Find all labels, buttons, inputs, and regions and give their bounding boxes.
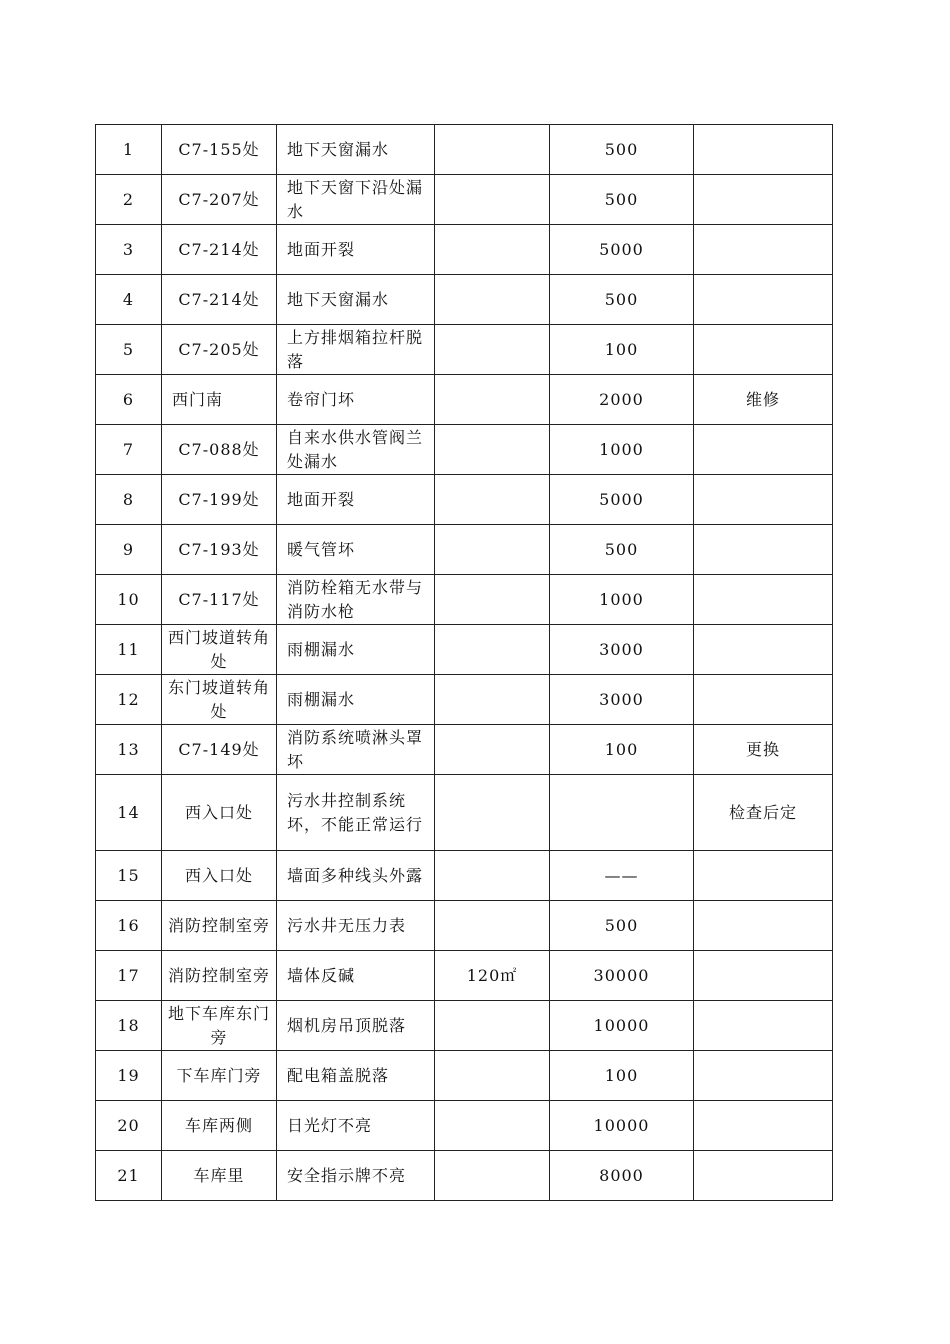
- issue-cell: 日光灯不亮: [277, 1101, 435, 1151]
- table-row: [96, 775, 833, 851]
- row-number-cell: 19: [96, 1051, 162, 1101]
- issue-cell: 地面开裂: [277, 475, 435, 525]
- cost-cell: 10000: [550, 1001, 694, 1051]
- location-cell: 西门南: [162, 375, 277, 425]
- location-cell: C7-155处: [162, 125, 277, 175]
- area-cell: [435, 1051, 550, 1101]
- location-cell: 西门坡道转角处: [162, 625, 277, 675]
- location-cell: C7-214处: [162, 225, 277, 275]
- inspection-table: [95, 124, 833, 1201]
- issue-cell: 安全指示牌不亮: [277, 1151, 435, 1201]
- cost-cell: 2000: [550, 375, 694, 425]
- note-cell: [694, 425, 833, 475]
- area-cell: [435, 725, 550, 775]
- area-cell: [435, 1151, 550, 1201]
- issue-cell: 地下天窗下沿处漏水: [277, 175, 435, 225]
- note-cell: [694, 275, 833, 325]
- area-cell: [435, 225, 550, 275]
- issue-cell: 烟机房吊顶脱落: [277, 1001, 435, 1051]
- note-cell: [694, 1151, 833, 1201]
- issue-cell: 上方排烟箱拉杆脱落: [277, 325, 435, 375]
- area-cell: [435, 125, 550, 175]
- table-row: [96, 675, 833, 725]
- cost-cell: 1000: [550, 575, 694, 625]
- issue-cell: 地面开裂: [277, 225, 435, 275]
- cost-cell: 1000: [550, 425, 694, 475]
- cost-cell: 3000: [550, 675, 694, 725]
- issue-cell: 消防栓箱无水带与消防水枪: [277, 575, 435, 625]
- cost-cell: 30000: [550, 951, 694, 1001]
- location-cell: 地下车库东门旁: [162, 1001, 277, 1051]
- cost-cell: 100: [550, 325, 694, 375]
- issue-cell: 卷帘门坏: [277, 375, 435, 425]
- row-number-cell: 1: [96, 125, 162, 175]
- row-number-cell: 18: [96, 1001, 162, 1051]
- area-cell: [435, 325, 550, 375]
- cost-cell: 8000: [550, 1151, 694, 1201]
- issue-cell: 暖气管坏: [277, 525, 435, 575]
- note-cell: 更换: [694, 725, 833, 775]
- table-row: [96, 175, 833, 225]
- row-number-cell: 20: [96, 1101, 162, 1151]
- location-cell: 消防控制室旁: [162, 951, 277, 1001]
- row-number-cell: 16: [96, 901, 162, 951]
- area-cell: [435, 851, 550, 901]
- table-body: [96, 125, 833, 1201]
- row-number-cell: 5: [96, 325, 162, 375]
- cost-cell: 5000: [550, 225, 694, 275]
- location-cell: 东门坡道转角处: [162, 675, 277, 725]
- row-number-cell: 13: [96, 725, 162, 775]
- row-number-cell: 8: [96, 475, 162, 525]
- table-row: [96, 425, 833, 475]
- table-row: [96, 225, 833, 275]
- note-cell: [694, 475, 833, 525]
- area-cell: [435, 525, 550, 575]
- area-cell: 120㎡: [435, 951, 550, 1001]
- location-cell: 下车库门旁: [162, 1051, 277, 1101]
- row-number-cell: 12: [96, 675, 162, 725]
- note-cell: [694, 525, 833, 575]
- note-cell: [694, 175, 833, 225]
- issue-cell: 自来水供水管阀兰处漏水: [277, 425, 435, 475]
- issue-cell: 地下天窗漏水: [277, 125, 435, 175]
- table-row: [96, 1151, 833, 1201]
- note-cell: 维修: [694, 375, 833, 425]
- table-row: [96, 1001, 833, 1051]
- row-number-cell: 10: [96, 575, 162, 625]
- table-row: [96, 625, 833, 675]
- location-cell: 西入口处: [162, 851, 277, 901]
- cost-cell: 100: [550, 1051, 694, 1101]
- row-number-cell: 17: [96, 951, 162, 1001]
- area-cell: [435, 1001, 550, 1051]
- row-number-cell: 4: [96, 275, 162, 325]
- note-cell: [694, 1001, 833, 1051]
- cost-cell: 3000: [550, 625, 694, 675]
- cost-cell: 500: [550, 525, 694, 575]
- area-cell: [435, 175, 550, 225]
- area-cell: [435, 901, 550, 951]
- row-number-cell: 14: [96, 775, 162, 851]
- table-row: [96, 951, 833, 1001]
- table-row: [96, 575, 833, 625]
- location-cell: C7-214处: [162, 275, 277, 325]
- row-number-cell: 15: [96, 851, 162, 901]
- area-cell: [435, 575, 550, 625]
- area-cell: [435, 625, 550, 675]
- issue-cell: 污水井无压力表: [277, 901, 435, 951]
- note-cell: [694, 225, 833, 275]
- note-cell: [694, 325, 833, 375]
- row-number-cell: 3: [96, 225, 162, 275]
- table-row: [96, 725, 833, 775]
- area-cell: [435, 675, 550, 725]
- issue-cell: 配电箱盖脱落: [277, 1051, 435, 1101]
- location-cell: C7-205处: [162, 325, 277, 375]
- cost-cell: 100: [550, 725, 694, 775]
- note-cell: [694, 1051, 833, 1101]
- issue-cell: 地下天窗漏水: [277, 275, 435, 325]
- row-number-cell: 11: [96, 625, 162, 675]
- table-row: [96, 851, 833, 901]
- note-cell: [694, 901, 833, 951]
- table-row: [96, 125, 833, 175]
- note-cell: [694, 675, 833, 725]
- cost-cell: 500: [550, 175, 694, 225]
- area-cell: [435, 375, 550, 425]
- cost-cell: 500: [550, 125, 694, 175]
- location-cell: C7-149处: [162, 725, 277, 775]
- row-number-cell: 7: [96, 425, 162, 475]
- table-row: [96, 1051, 833, 1101]
- location-cell: 西入口处: [162, 775, 277, 851]
- issue-cell: 雨棚漏水: [277, 625, 435, 675]
- issue-cell: 雨棚漏水: [277, 675, 435, 725]
- issue-cell: 污水井控制系统坏，不能正常运行: [277, 775, 435, 851]
- location-cell: 消防控制室旁: [162, 901, 277, 951]
- table-row: [96, 325, 833, 375]
- area-cell: [435, 1101, 550, 1151]
- location-cell: C7-207处: [162, 175, 277, 225]
- area-cell: [435, 275, 550, 325]
- location-cell: 车库里: [162, 1151, 277, 1201]
- location-cell: C7-088处: [162, 425, 277, 475]
- row-number-cell: 2: [96, 175, 162, 225]
- location-cell: C7-199处: [162, 475, 277, 525]
- table-row: [96, 375, 833, 425]
- cost-cell: 10000: [550, 1101, 694, 1151]
- issue-cell: 消防系统喷淋头罩坏: [277, 725, 435, 775]
- note-cell: [694, 851, 833, 901]
- cost-cell: [550, 775, 694, 851]
- note-cell: [694, 1101, 833, 1151]
- note-cell: [694, 125, 833, 175]
- location-cell: C7-193处: [162, 525, 277, 575]
- row-number-cell: 9: [96, 525, 162, 575]
- table-row: [96, 901, 833, 951]
- location-cell: C7-117处: [162, 575, 277, 625]
- area-cell: [435, 775, 550, 851]
- cost-cell: 500: [550, 901, 694, 951]
- cost-cell: 5000: [550, 475, 694, 525]
- table-row: [96, 525, 833, 575]
- row-number-cell: 6: [96, 375, 162, 425]
- table-row: [96, 1101, 833, 1151]
- note-cell: [694, 625, 833, 675]
- area-cell: [435, 425, 550, 475]
- issue-cell: 墙体反碱: [277, 951, 435, 1001]
- table-row: [96, 275, 833, 325]
- note-cell: [694, 951, 833, 1001]
- cost-cell: 500: [550, 275, 694, 325]
- note-cell: [694, 575, 833, 625]
- issue-cell: 墙面多种线头外露: [277, 851, 435, 901]
- row-number-cell: 21: [96, 1151, 162, 1201]
- note-cell: 检查后定: [694, 775, 833, 851]
- table-row: [96, 475, 833, 525]
- location-cell: 车库两侧: [162, 1101, 277, 1151]
- area-cell: [435, 475, 550, 525]
- cost-cell: ——: [550, 851, 694, 901]
